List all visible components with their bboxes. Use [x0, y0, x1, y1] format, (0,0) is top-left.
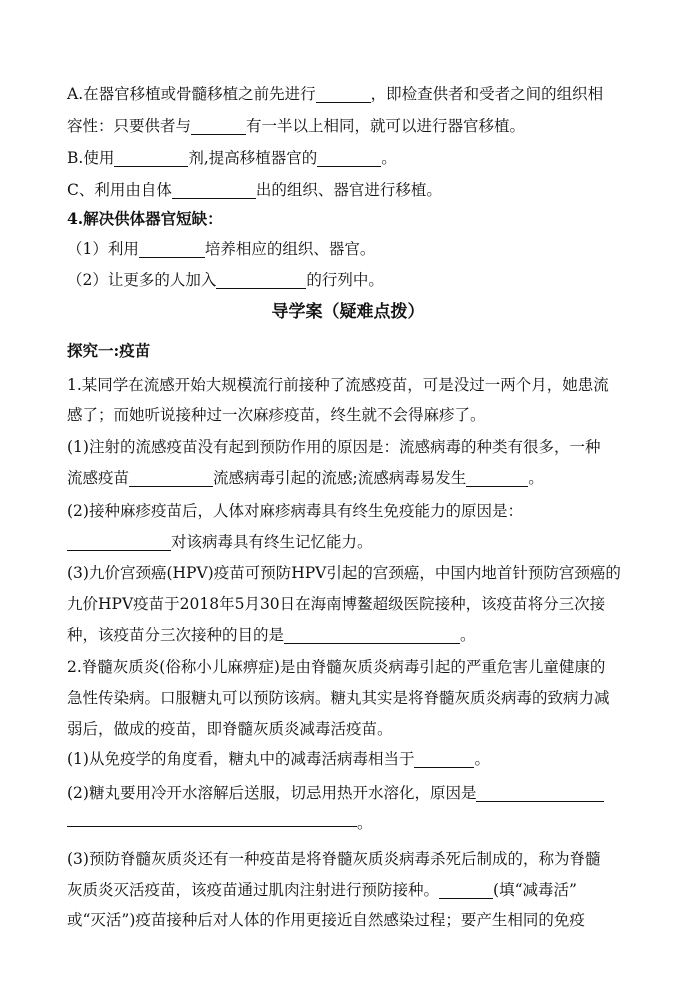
text-line: 或“灭活”)疫苗接种后对人体的作用更接近自然感染过程；要产生相同的免疫: [67, 911, 585, 929]
answer-blank: [139, 239, 205, 258]
answer-blank: [466, 468, 528, 487]
answer-blank: [216, 270, 306, 289]
answer-blank: [172, 180, 256, 199]
page-title: 导学案（疑难点拨）: [271, 302, 425, 322]
text-line: (2)糖丸要用冷开水溶解后送服，切忌用热开水溶化，原因是: [67, 778, 696, 808]
text-line: 急性传染病。口服糖丸可以预防该病。糖丸其实是将脊髓灰质炎病毒的致病力减: [67, 689, 610, 707]
text-line: （1）利用 培养相应的组织、器官。: [67, 240, 376, 258]
text-line: 1.某同学在流感开始大规模流行前接种了流感疫苗，可是没过一两个月，她患流: [67, 376, 609, 394]
text-line: (1)注射的流感疫苗没有起到预防作用的原因是：流感病毒的种类有很多，一种: [67, 438, 601, 456]
answer-blank: [114, 148, 188, 167]
answer-blank: [284, 625, 460, 644]
text-line: 种，该疫苗分三次接种的目的是 。: [67, 626, 476, 644]
answer-blank: [67, 532, 171, 551]
answer-blank: [476, 783, 604, 802]
text-line: 灰质炎灭活疫苗，该疫苗通过肌肉注射进行预防接种。 (填“减毒活”: [67, 881, 577, 899]
text-line: 容性：只要供者与 有一半以上相同，就可以进行器官移植。: [67, 117, 526, 135]
text-line: C、利用由自体 出的组织、器官进行移植。: [67, 181, 442, 199]
answer-blank: [129, 468, 213, 487]
section-heading: 4.解决供体器官短缺：: [67, 209, 223, 228]
answer-blank: [317, 148, 381, 167]
text-line: 九价HPV疫苗于2018年5月30日在海南博鳌超级医院接种，该疫苗将分三次接: [67, 595, 606, 613]
text-line: (1)从免疫学的角度看，糖丸中的减毒活病毒相当于 。: [67, 750, 490, 768]
text-line: (3)预防脊髓灰质炎还有一种疫苗是将脊髓灰质炎病毒杀死后制成的，称为脊髓: [67, 850, 601, 868]
answer-blank: [191, 116, 246, 135]
text-line: (2)接种麻疹疫苗后，人体对麻疹病毒具有终生免疫能力的原因是：: [67, 502, 523, 520]
section-heading: 探究一:疫苗: [67, 341, 151, 360]
text-line: 2.脊髓灰质炎(俗称小儿麻痹症)是由脊髓灰质炎病毒引起的严重危害儿童健康的: [67, 658, 606, 676]
answer-blank: [439, 880, 493, 899]
text-line: 对该病毒具有终生记忆能力。: [67, 527, 696, 557]
text-line: 弱后，做成的疫苗，即脊髓灰质炎减毒活疫苗。: [67, 720, 393, 738]
text-line: 。: [357, 814, 373, 832]
text-line: (3)九价宫颈癌(HPV)疫苗可预防HPV引起的宫颈癌，中国内地首针预防宫颈癌的: [67, 564, 621, 582]
text-line: 流感疫苗 流感病毒引起的流感;流感病毒易发生 。: [67, 469, 544, 487]
answer-blank: [414, 749, 474, 768]
text-line: 感了；而她听说接种过一次麻疹疫苗，终生就不会得麻疹了。: [67, 406, 486, 424]
answer-blank: [67, 826, 357, 827]
text-line: A.在器官移植或骨髓移植之前先进行 ，即检查供者和受者之间的组织相: [67, 85, 604, 103]
answer-blank: [316, 84, 371, 103]
text-line: B.使用 剂,提高移植器官的 。: [67, 149, 397, 167]
text-line: （2）让更多的人加入 的行列中。: [67, 271, 384, 289]
